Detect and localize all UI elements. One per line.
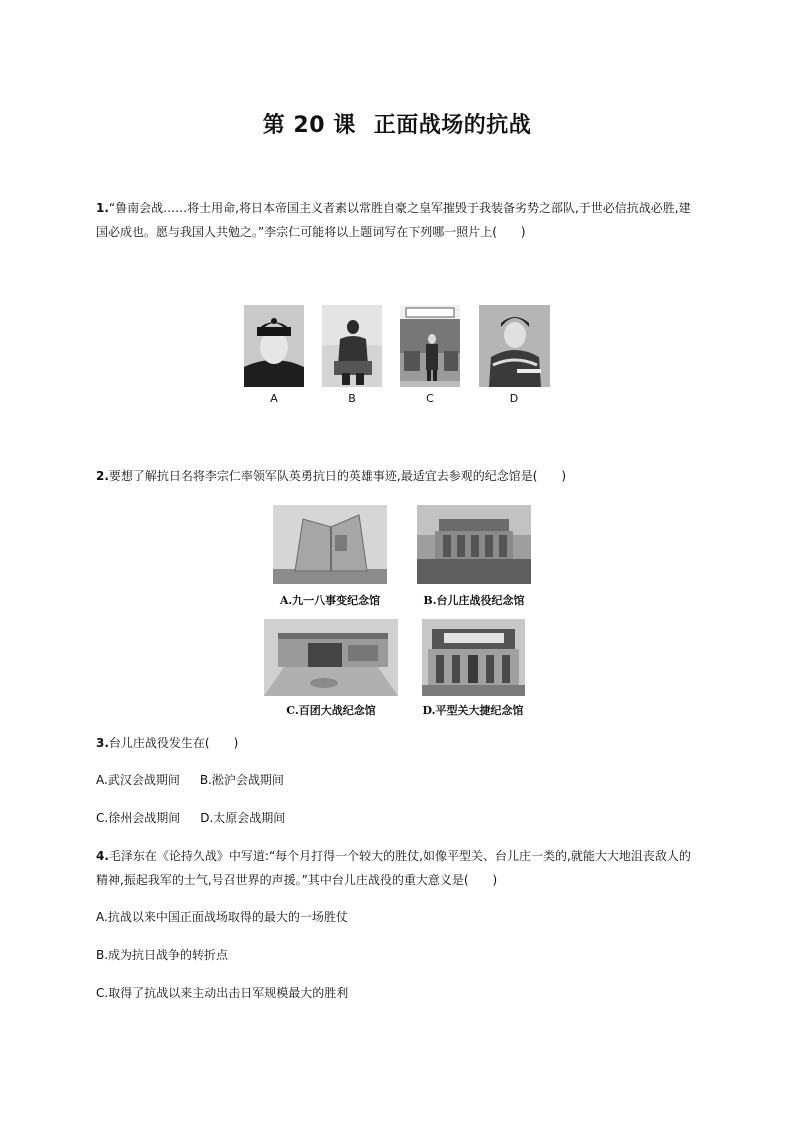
question-3-number: 3.	[96, 736, 109, 750]
question-1	[96, 196, 708, 244]
question-4-option-c: C.取得了抗战以来主动出击日军规模最大的胜利	[96, 986, 349, 1000]
question-4-option-b: B.成为抗日战争的转折点	[96, 948, 229, 962]
question-3	[96, 731, 708, 755]
question-2	[96, 464, 708, 488]
question-3-option-c: C.徐州会战期间	[96, 811, 181, 825]
question-3-option-d: D.太原会战期间	[200, 811, 286, 825]
question-4	[96, 844, 708, 892]
question-1-line-1: “鲁南会战……将士用命,将日本帝国主义者素以常胜自豪之皇军摧毁于我装备劣势之部队,于世必信抗战必胜,建	[108, 201, 691, 215]
question-3-stem: 台儿庄战役发生在( )	[108, 736, 239, 750]
question-3-option-b: B.淞沪会战期间	[199, 773, 284, 787]
photo-b-label: B	[348, 392, 356, 405]
photo-a-portrait	[244, 305, 304, 387]
photo-c-label: C	[426, 392, 434, 405]
memorial-caption-d: D.平型关大捷纪念馆	[422, 704, 524, 717]
question-2-stem: 要想了解抗日名将李宗仁率领军队英勇抗日的英雄事迹,最适宜去参观的纪念馆是( )	[108, 469, 567, 483]
memorial-photo-c	[264, 619, 398, 696]
photo-c-portrait	[400, 305, 460, 387]
question-1-number: 1.	[96, 201, 109, 215]
memorial-caption-b: B.台儿庄战役纪念馆	[423, 594, 525, 607]
memorial-caption-c: C.百团大战纪念馆	[286, 704, 376, 717]
question-4-option-a: A.抗战以来中国正面战场取得的最大的一场胜仗	[96, 910, 348, 924]
question-3-options-row-2	[96, 806, 708, 830]
question-3-option-a: A.武汉会战期间	[96, 773, 180, 787]
photo-d-label: D	[509, 392, 519, 405]
photo-a-label: A	[270, 392, 278, 405]
lesson-number: 第 20 课	[262, 113, 356, 138]
memorial-photo-b	[417, 505, 531, 584]
memorial-photo-d	[422, 619, 525, 696]
memorial-photo-a	[273, 505, 387, 584]
photo-d-portrait	[479, 305, 550, 387]
lesson-topic: 正面战场的抗战	[373, 113, 532, 138]
question-1-line-2: 国必成也。愿与我国人共勉之。”李宗仁可能将以上题词写在下列哪一照片上( )	[96, 225, 526, 239]
photo-b-portrait	[322, 305, 382, 387]
memorial-caption-a: A.九一八事变纪念馆	[279, 594, 381, 607]
question-4-line-2: 精神,振起我军的士气,号召世界的声援。”其中台儿庄战役的重大意义是( )	[96, 873, 498, 887]
question-4-number: 4.	[96, 849, 109, 863]
question-4-line-1: 毛泽东在《论持久战》中写道:“每个月打得一个较大的胜仗,如像平型关、台儿庄一类的,就能大大地沮丧敌人的	[108, 849, 691, 863]
question-3-options-row-1	[96, 768, 708, 792]
question-2-number: 2.	[96, 469, 109, 483]
page-title	[0, 108, 794, 139]
